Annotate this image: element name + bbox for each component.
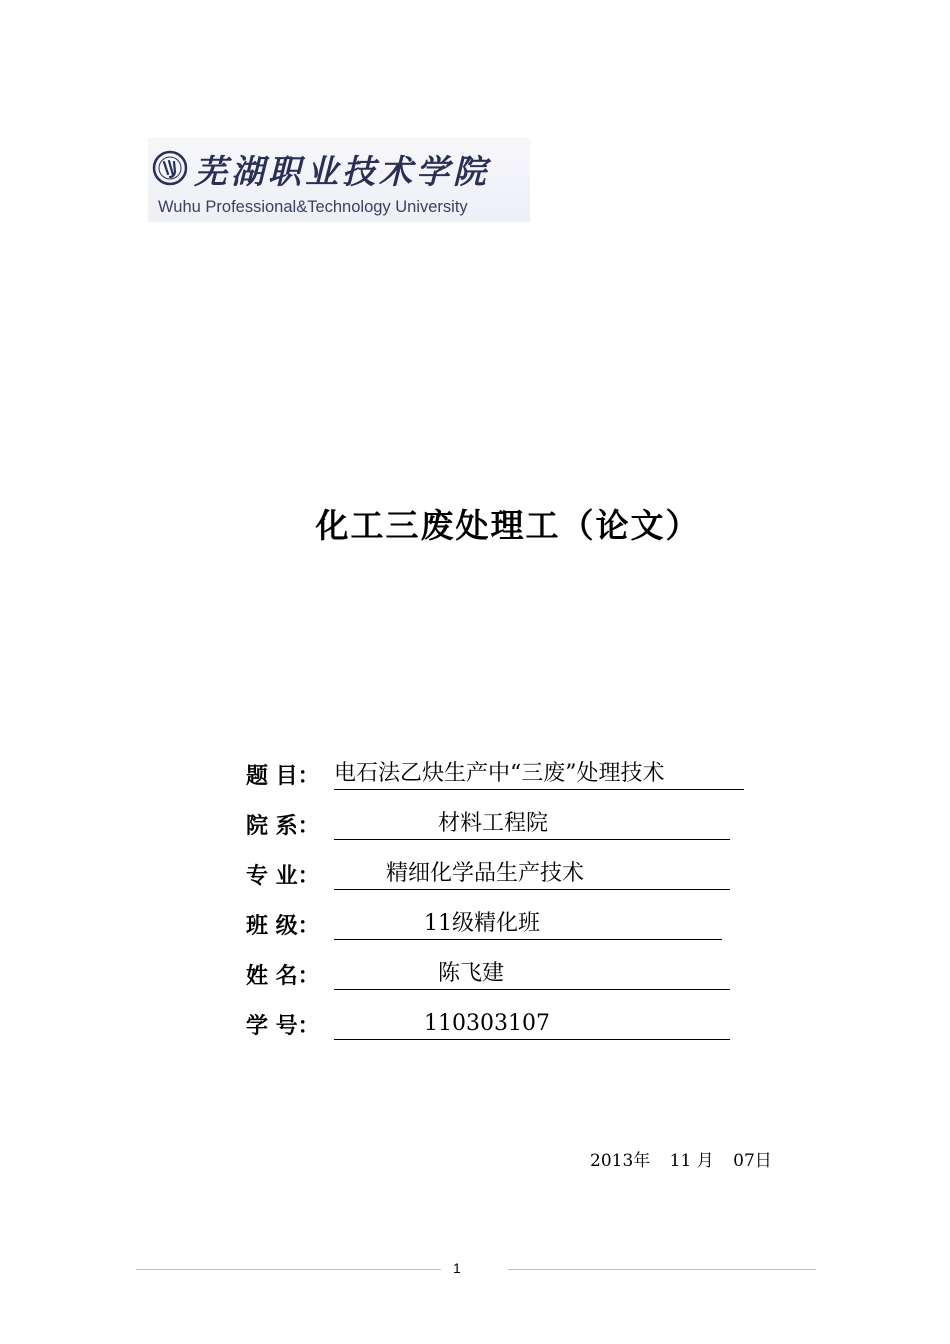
field-label-department: 院 系： bbox=[246, 814, 320, 839]
field-topic bbox=[246, 756, 744, 790]
field-name bbox=[246, 956, 730, 990]
date-year: 2013年 bbox=[590, 1151, 651, 1171]
logo-english-name: Wuhu Professional&Technology University bbox=[158, 198, 468, 216]
date-month: 11 月 bbox=[669, 1151, 714, 1171]
footer-divider-right bbox=[508, 1269, 816, 1270]
field-label-student-id: 学 号： bbox=[246, 1014, 320, 1039]
field-value-name: 陈飞建 bbox=[334, 959, 730, 990]
field-label-topic: 题 目： bbox=[246, 764, 320, 789]
field-value-student-id: 110303107 bbox=[334, 1009, 730, 1040]
field-value-department: 材料工程院 bbox=[334, 809, 730, 840]
logo-chinese-name: 芜湖职业技术学院 bbox=[194, 152, 490, 191]
field-department bbox=[246, 806, 730, 840]
field-label-major: 专 业： bbox=[246, 864, 320, 889]
page-number: 1 bbox=[453, 1260, 461, 1276]
footer-divider-left bbox=[136, 1269, 441, 1270]
field-class bbox=[246, 906, 722, 940]
field-label-name: 姓 名： bbox=[246, 964, 320, 989]
field-value-major: 精细化学品生产技术 bbox=[334, 859, 730, 890]
document-date bbox=[590, 1146, 786, 1171]
field-label-class: 班 级： bbox=[246, 914, 320, 939]
field-value-class: 11级精化班 bbox=[334, 909, 722, 940]
field-student-id bbox=[246, 1006, 730, 1040]
field-major bbox=[246, 856, 730, 890]
document-title: 化工三废处理工（论文） bbox=[315, 506, 701, 545]
university-emblem-icon bbox=[152, 150, 188, 186]
university-logo bbox=[148, 138, 530, 222]
date-day: 07日 bbox=[733, 1151, 772, 1171]
field-value-topic: 电石法乙炔生产中“三废”处理技术 bbox=[334, 759, 744, 790]
